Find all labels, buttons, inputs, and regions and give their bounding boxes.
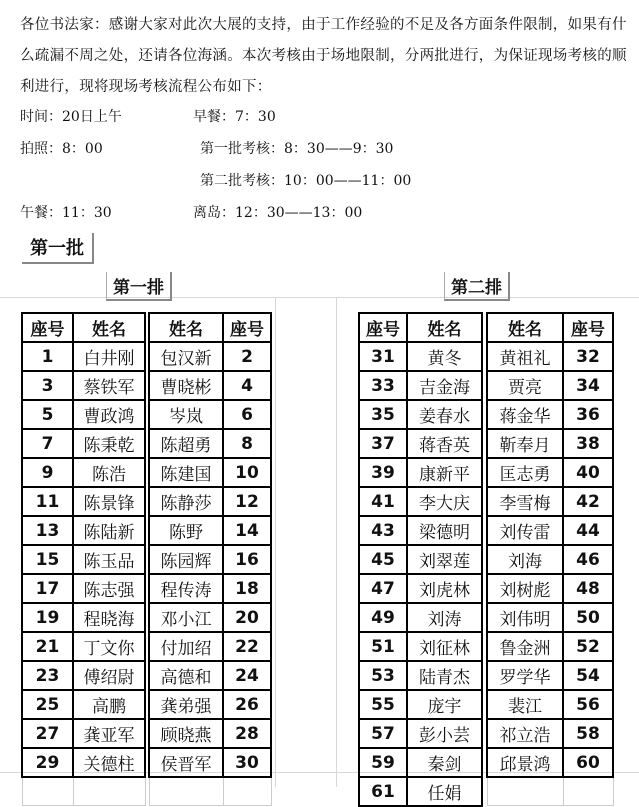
table-row: [22, 574, 145, 603]
seat-number: 29: [22, 748, 73, 777]
seat-number: 51: [359, 632, 407, 661]
seat-number: 8: [223, 429, 271, 458]
seat-number: 21: [22, 632, 73, 661]
table-row: [149, 342, 271, 371]
table-row: [149, 458, 271, 487]
person-name: 匡志勇: [487, 458, 563, 487]
seat-number: 60: [563, 748, 613, 777]
table-row: [22, 777, 145, 806]
seat-number: 46: [563, 545, 613, 574]
person-name: 陈志强: [73, 574, 145, 603]
seat-number: 38: [563, 429, 613, 458]
person-name: 陈超勇: [149, 429, 223, 458]
seat-number: 54: [563, 661, 613, 690]
row2-right-table: [486, 312, 614, 806]
table-row: [22, 371, 145, 400]
person-name: 龚亚军: [73, 719, 145, 748]
row1-right-table: [148, 312, 272, 806]
table-row: [487, 487, 613, 516]
seat-number: 35: [359, 400, 407, 429]
table-row: [487, 371, 613, 400]
person-name: 顾晓燕: [149, 719, 223, 748]
person-name: 高德和: [149, 661, 223, 690]
empty-cell: [223, 777, 271, 806]
row1-left-table: [21, 312, 146, 806]
person-name: 陈野: [149, 516, 223, 545]
person-name: 黄冬: [407, 342, 482, 371]
person-name: 刘虎林: [407, 574, 482, 603]
table-row: [149, 516, 271, 545]
person-name: 靳奉月: [487, 429, 563, 458]
name-header: 姓名: [73, 313, 145, 342]
seat-number: 30: [223, 748, 271, 777]
empty-cell: [73, 777, 145, 806]
seat-number: 39: [359, 458, 407, 487]
table-row: [359, 661, 482, 690]
batch-title: 第一批: [22, 233, 94, 264]
table-row: [22, 429, 145, 458]
seat-number: 23: [22, 661, 73, 690]
person-name: 梁德明: [407, 516, 482, 545]
person-name: 陈建国: [149, 458, 223, 487]
seat-number: 2: [223, 342, 271, 371]
seat-number: 34: [563, 371, 613, 400]
seat-number: 16: [223, 545, 271, 574]
person-name: 陈浩: [73, 458, 145, 487]
seat-number: 45: [359, 545, 407, 574]
person-name: 程晓海: [73, 603, 145, 632]
person-name: 庞宇: [407, 690, 482, 719]
table-row: [487, 574, 613, 603]
table-row: [22, 719, 145, 748]
table-row: [22, 400, 145, 429]
table-row: [149, 487, 271, 516]
table-row: [487, 777, 613, 806]
seat-number: 9: [22, 458, 73, 487]
table-row: [149, 719, 271, 748]
person-name: 鲁金洲: [487, 632, 563, 661]
table-row: [487, 661, 613, 690]
seat-number: 22: [223, 632, 271, 661]
person-name: 陈玉品: [73, 545, 145, 574]
person-name: 付加绍: [149, 632, 223, 661]
person-name: 彭小芸: [407, 719, 482, 748]
empty-cell: [149, 777, 223, 806]
table-row: [149, 545, 271, 574]
table-row: [487, 342, 613, 371]
person-name: 刘征林: [407, 632, 482, 661]
table-row: [22, 545, 145, 574]
table-row: [359, 603, 482, 632]
table-row: [22, 516, 145, 545]
seat-number: 41: [359, 487, 407, 516]
empty-cell: [563, 777, 613, 806]
seat-number: 24: [223, 661, 271, 690]
person-name: 黄祖礼: [487, 342, 563, 371]
seat-number: 52: [563, 632, 613, 661]
table-row: [149, 661, 271, 690]
person-name: 白井刚: [73, 342, 145, 371]
person-name: 邱景鸿: [487, 748, 563, 777]
person-name: 邓小江: [149, 603, 223, 632]
seat-header: 座号: [359, 313, 407, 342]
table-row: [359, 458, 482, 487]
table-row: [487, 690, 613, 719]
seat-header: 座号: [563, 313, 613, 342]
seat-number: 18: [223, 574, 271, 603]
seat-number: 14: [223, 516, 271, 545]
table-row: [359, 371, 482, 400]
seat-number: 31: [359, 342, 407, 371]
person-name: 陈园辉: [149, 545, 223, 574]
seat-number: 61: [359, 777, 407, 806]
person-name: 裴江: [487, 690, 563, 719]
seat-number: 33: [359, 371, 407, 400]
person-name: 李雪梅: [487, 487, 563, 516]
table-row: [359, 777, 482, 806]
person-name: 贾亮: [487, 371, 563, 400]
table-row: [487, 632, 613, 661]
seat-number: 6: [223, 400, 271, 429]
seat-number: 40: [563, 458, 613, 487]
person-name: 龚弟强: [149, 690, 223, 719]
seat-number: 27: [22, 719, 73, 748]
empty-cell: [22, 777, 73, 806]
empty-cell: [487, 777, 563, 806]
seat-number: 1: [22, 342, 73, 371]
table-row: [359, 342, 482, 371]
table-row: [22, 342, 145, 371]
seat-number: 53: [359, 661, 407, 690]
name-header: 姓名: [149, 313, 223, 342]
seat-number: 48: [563, 574, 613, 603]
person-name: 罗学华: [487, 661, 563, 690]
table-row: [149, 632, 271, 661]
person-name: 蒋金华: [487, 400, 563, 429]
name-header: 姓名: [407, 313, 482, 342]
person-name: 吉金海: [407, 371, 482, 400]
schedule-leave: 离岛：12：30——13：00: [193, 205, 363, 221]
seat-number: 47: [359, 574, 407, 603]
person-name: 刘翠莲: [407, 545, 482, 574]
schedule-time: 时间：20日上午: [20, 109, 122, 125]
seat-number: 19: [22, 603, 73, 632]
seat-number: 43: [359, 516, 407, 545]
person-name: 刘涛: [407, 603, 482, 632]
seat-number: 59: [359, 748, 407, 777]
person-name: 陈陆新: [73, 516, 145, 545]
table-row: [487, 429, 613, 458]
person-name: 刘树彪: [487, 574, 563, 603]
table-row: [22, 748, 145, 777]
row2-left-table: [358, 312, 483, 807]
table-row: [487, 719, 613, 748]
table-row: [359, 719, 482, 748]
row1-title: 第一排: [106, 272, 172, 301]
seat-number: 50: [563, 603, 613, 632]
grid-line: [0, 297, 639, 298]
grid-line: [336, 297, 337, 787]
table-row: [22, 690, 145, 719]
person-name: 程传涛: [149, 574, 223, 603]
row2-title: 第二排: [444, 272, 510, 301]
schedule-batch2: 第二批考核：10：00——11：00: [200, 173, 412, 189]
seat-number: 26: [223, 690, 271, 719]
table-row: [487, 400, 613, 429]
person-name: 包汉新: [149, 342, 223, 371]
table-row: [359, 516, 482, 545]
person-name: 关德柱: [73, 748, 145, 777]
seat-number: 17: [22, 574, 73, 603]
seat-number: 36: [563, 400, 613, 429]
person-name: 陈静莎: [149, 487, 223, 516]
person-name: 傅绍尉: [73, 661, 145, 690]
grid-line: [275, 297, 276, 787]
person-name: 岑岚: [149, 400, 223, 429]
table-row: [149, 777, 271, 806]
person-name: 刘海: [487, 545, 563, 574]
seat-number: 32: [563, 342, 613, 371]
table-row: [22, 661, 145, 690]
table-row: [149, 429, 271, 458]
table-row: [149, 603, 271, 632]
person-name: 曹政鸿: [73, 400, 145, 429]
table-row: [359, 632, 482, 661]
person-name: 丁文你: [73, 632, 145, 661]
person-name: 高鹏: [73, 690, 145, 719]
seat-number: 4: [223, 371, 271, 400]
table-row: [22, 458, 145, 487]
person-name: 刘传雷: [487, 516, 563, 545]
seat-header: 座号: [22, 313, 73, 342]
table-row: [359, 400, 482, 429]
seat-number: 13: [22, 516, 73, 545]
table-row: [22, 487, 145, 516]
person-name: 陈秉乾: [73, 429, 145, 458]
table-row: [22, 632, 145, 661]
person-name: 李大庆: [407, 487, 482, 516]
table-row: [487, 603, 613, 632]
person-name: 蒋香英: [407, 429, 482, 458]
table-row: [149, 574, 271, 603]
person-name: 秦剑: [407, 748, 482, 777]
table-row: [359, 487, 482, 516]
person-name: 侯晋军: [149, 748, 223, 777]
table-row: [149, 748, 271, 777]
seat-number: 5: [22, 400, 73, 429]
table-row: [149, 690, 271, 719]
seat-number: 42: [563, 487, 613, 516]
name-header: 姓名: [487, 313, 563, 342]
seat-number: 20: [223, 603, 271, 632]
seat-number: 11: [22, 487, 73, 516]
seat-header: 座号: [223, 313, 271, 342]
person-name: 姜春水: [407, 400, 482, 429]
table-row: [359, 690, 482, 719]
seat-number: 56: [563, 690, 613, 719]
table-row: [22, 603, 145, 632]
person-name: 陈景锋: [73, 487, 145, 516]
person-name: 陆青杰: [407, 661, 482, 690]
seat-number: 49: [359, 603, 407, 632]
seat-number: 44: [563, 516, 613, 545]
table-row: [359, 429, 482, 458]
seat-number: 15: [22, 545, 73, 574]
seat-number: 57: [359, 719, 407, 748]
table-row: [487, 458, 613, 487]
person-name: 任娟: [407, 777, 482, 806]
person-name: 祁立浩: [487, 719, 563, 748]
seat-number: 10: [223, 458, 271, 487]
seat-number: 58: [563, 719, 613, 748]
table-row: [149, 400, 271, 429]
schedule-batch1: 第一批考核：8：30——9：30: [200, 141, 394, 157]
table-row: [487, 545, 613, 574]
seat-number: 28: [223, 719, 271, 748]
schedule-photo: 拍照：8：00: [20, 141, 103, 157]
table-row: [359, 748, 482, 777]
person-name: 刘伟明: [487, 603, 563, 632]
schedule-breakfast: 早餐：7：30: [193, 109, 276, 125]
seat-number: 12: [223, 487, 271, 516]
seat-number: 55: [359, 690, 407, 719]
seat-number: 3: [22, 371, 73, 400]
table-row: [149, 371, 271, 400]
person-name: 蔡铁军: [73, 371, 145, 400]
table-row: [487, 516, 613, 545]
person-name: 康新平: [407, 458, 482, 487]
table-row: [359, 574, 482, 603]
table-row: [359, 545, 482, 574]
seat-number: 25: [22, 690, 73, 719]
intro-paragraph: 各位书法家：感谢大家对此次大展的支持，由于工作经验的不足及各方面条件限制，如果有什么疏漏不周之处，还请各位海涵。本次考核由于场地限制，分两批进行，为保证现场考核的顺利进行，现将现场考核流程公布如下：: [20, 17, 627, 95]
seat-number: 7: [22, 429, 73, 458]
table-row: [487, 748, 613, 777]
seat-number: 37: [359, 429, 407, 458]
schedule-lunch: 午餐：11：30: [20, 205, 112, 221]
person-name: 曹晓彬: [149, 371, 223, 400]
